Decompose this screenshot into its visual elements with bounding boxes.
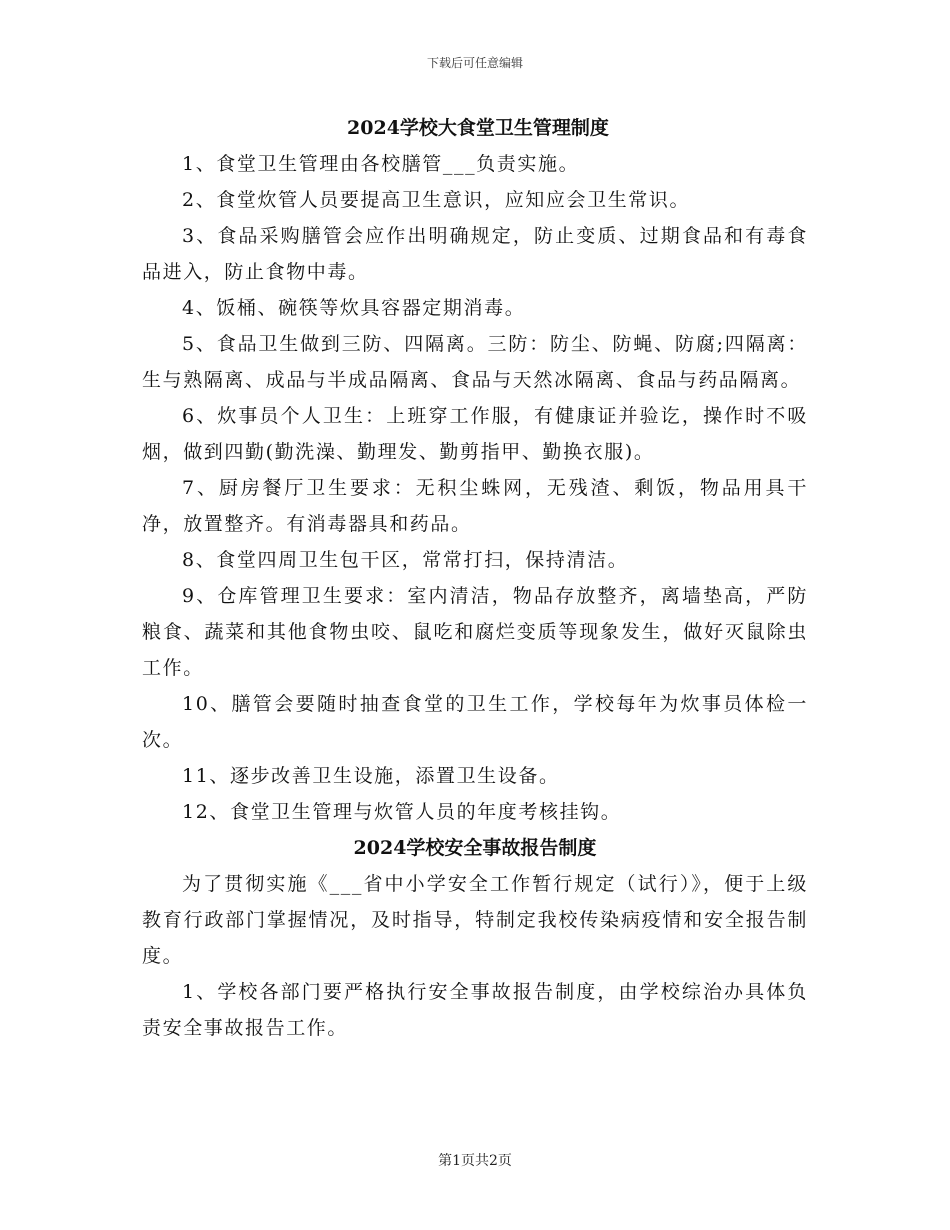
- section-title-canteen-hygiene: 2024学校大食堂卫生管理制度: [347, 117, 609, 139]
- paragraph: 6、炊事员个人卫生：上班穿工作服，有健康证并验讫，操作时不吸烟，做到四勤(勤洗澡、勤理发、勤剪指甲、勤换衣服)。: [142, 405, 808, 463]
- paragraph: 4、饭桶、碗筷等炊具容器定期消毒。: [182, 297, 526, 319]
- paragraph: 8、食堂四周卫生包干区，常常打扫，保持清洁。: [182, 549, 629, 571]
- paragraph: 11、逐步改善卫生设施，添置卫生设备。: [182, 765, 560, 787]
- page-footer: 第1页共2页: [438, 1153, 512, 1169]
- paragraph: 9、仓库管理卫生要求：室内清洁，物品存放整齐，离墙垫高，严防粮食、蔬菜和其他食物虫咬、鼠吃和腐烂变质等现象发生，做好灭鼠除虫工作。: [142, 585, 808, 679]
- paragraph: 7、厨房餐厅卫生要求：无积尘蛛网，无残渣、剩饭，物品用具干净，放置整齐。有消毒器具和药品。: [142, 477, 808, 535]
- paragraph: 2、食堂炊管人员要提高卫生意识，应知应会卫生常识。: [182, 189, 691, 211]
- paragraph: 为了贯彻实施《___省中小学安全工作暂行规定（试行）》，便于上级教育行政部门掌握情况，及时指导，特制定我校传染病疫情和安全报告制度。: [142, 873, 808, 967]
- paragraph: 3、食品采购膳管会应作出明确规定，防止变质、过期食品和有毒食品进入，防止食物中毒。: [142, 225, 808, 283]
- paragraph: 5、食品卫生做到三防、四隔离。三防：防尘、防蝇、防腐;四隔离：生与熟隔离、成品与半成品隔离、食品与天然冰隔离、食品与药品隔离。: [142, 333, 808, 391]
- paragraph: 1、学校各部门要严格执行安全事故报告制度，由学校综治办具体负责安全事故报告工作。: [142, 981, 808, 1039]
- document-body: [142, 110, 808, 1046]
- section-title-safety-report: 2024学校安全事故报告制度: [353, 837, 597, 859]
- paragraph: 1、食堂卫生管理由各校膳管___负责实施。: [182, 153, 580, 175]
- header-note: 下载后可任意编辑: [426, 56, 523, 70]
- paragraph: 10、膳管会要随时抽查食堂的卫生工作，学校每年为炊事员体检一次。: [142, 693, 808, 751]
- paragraph: 12、食堂卫生管理与炊管人员的年度考核挂钩。: [182, 801, 622, 823]
